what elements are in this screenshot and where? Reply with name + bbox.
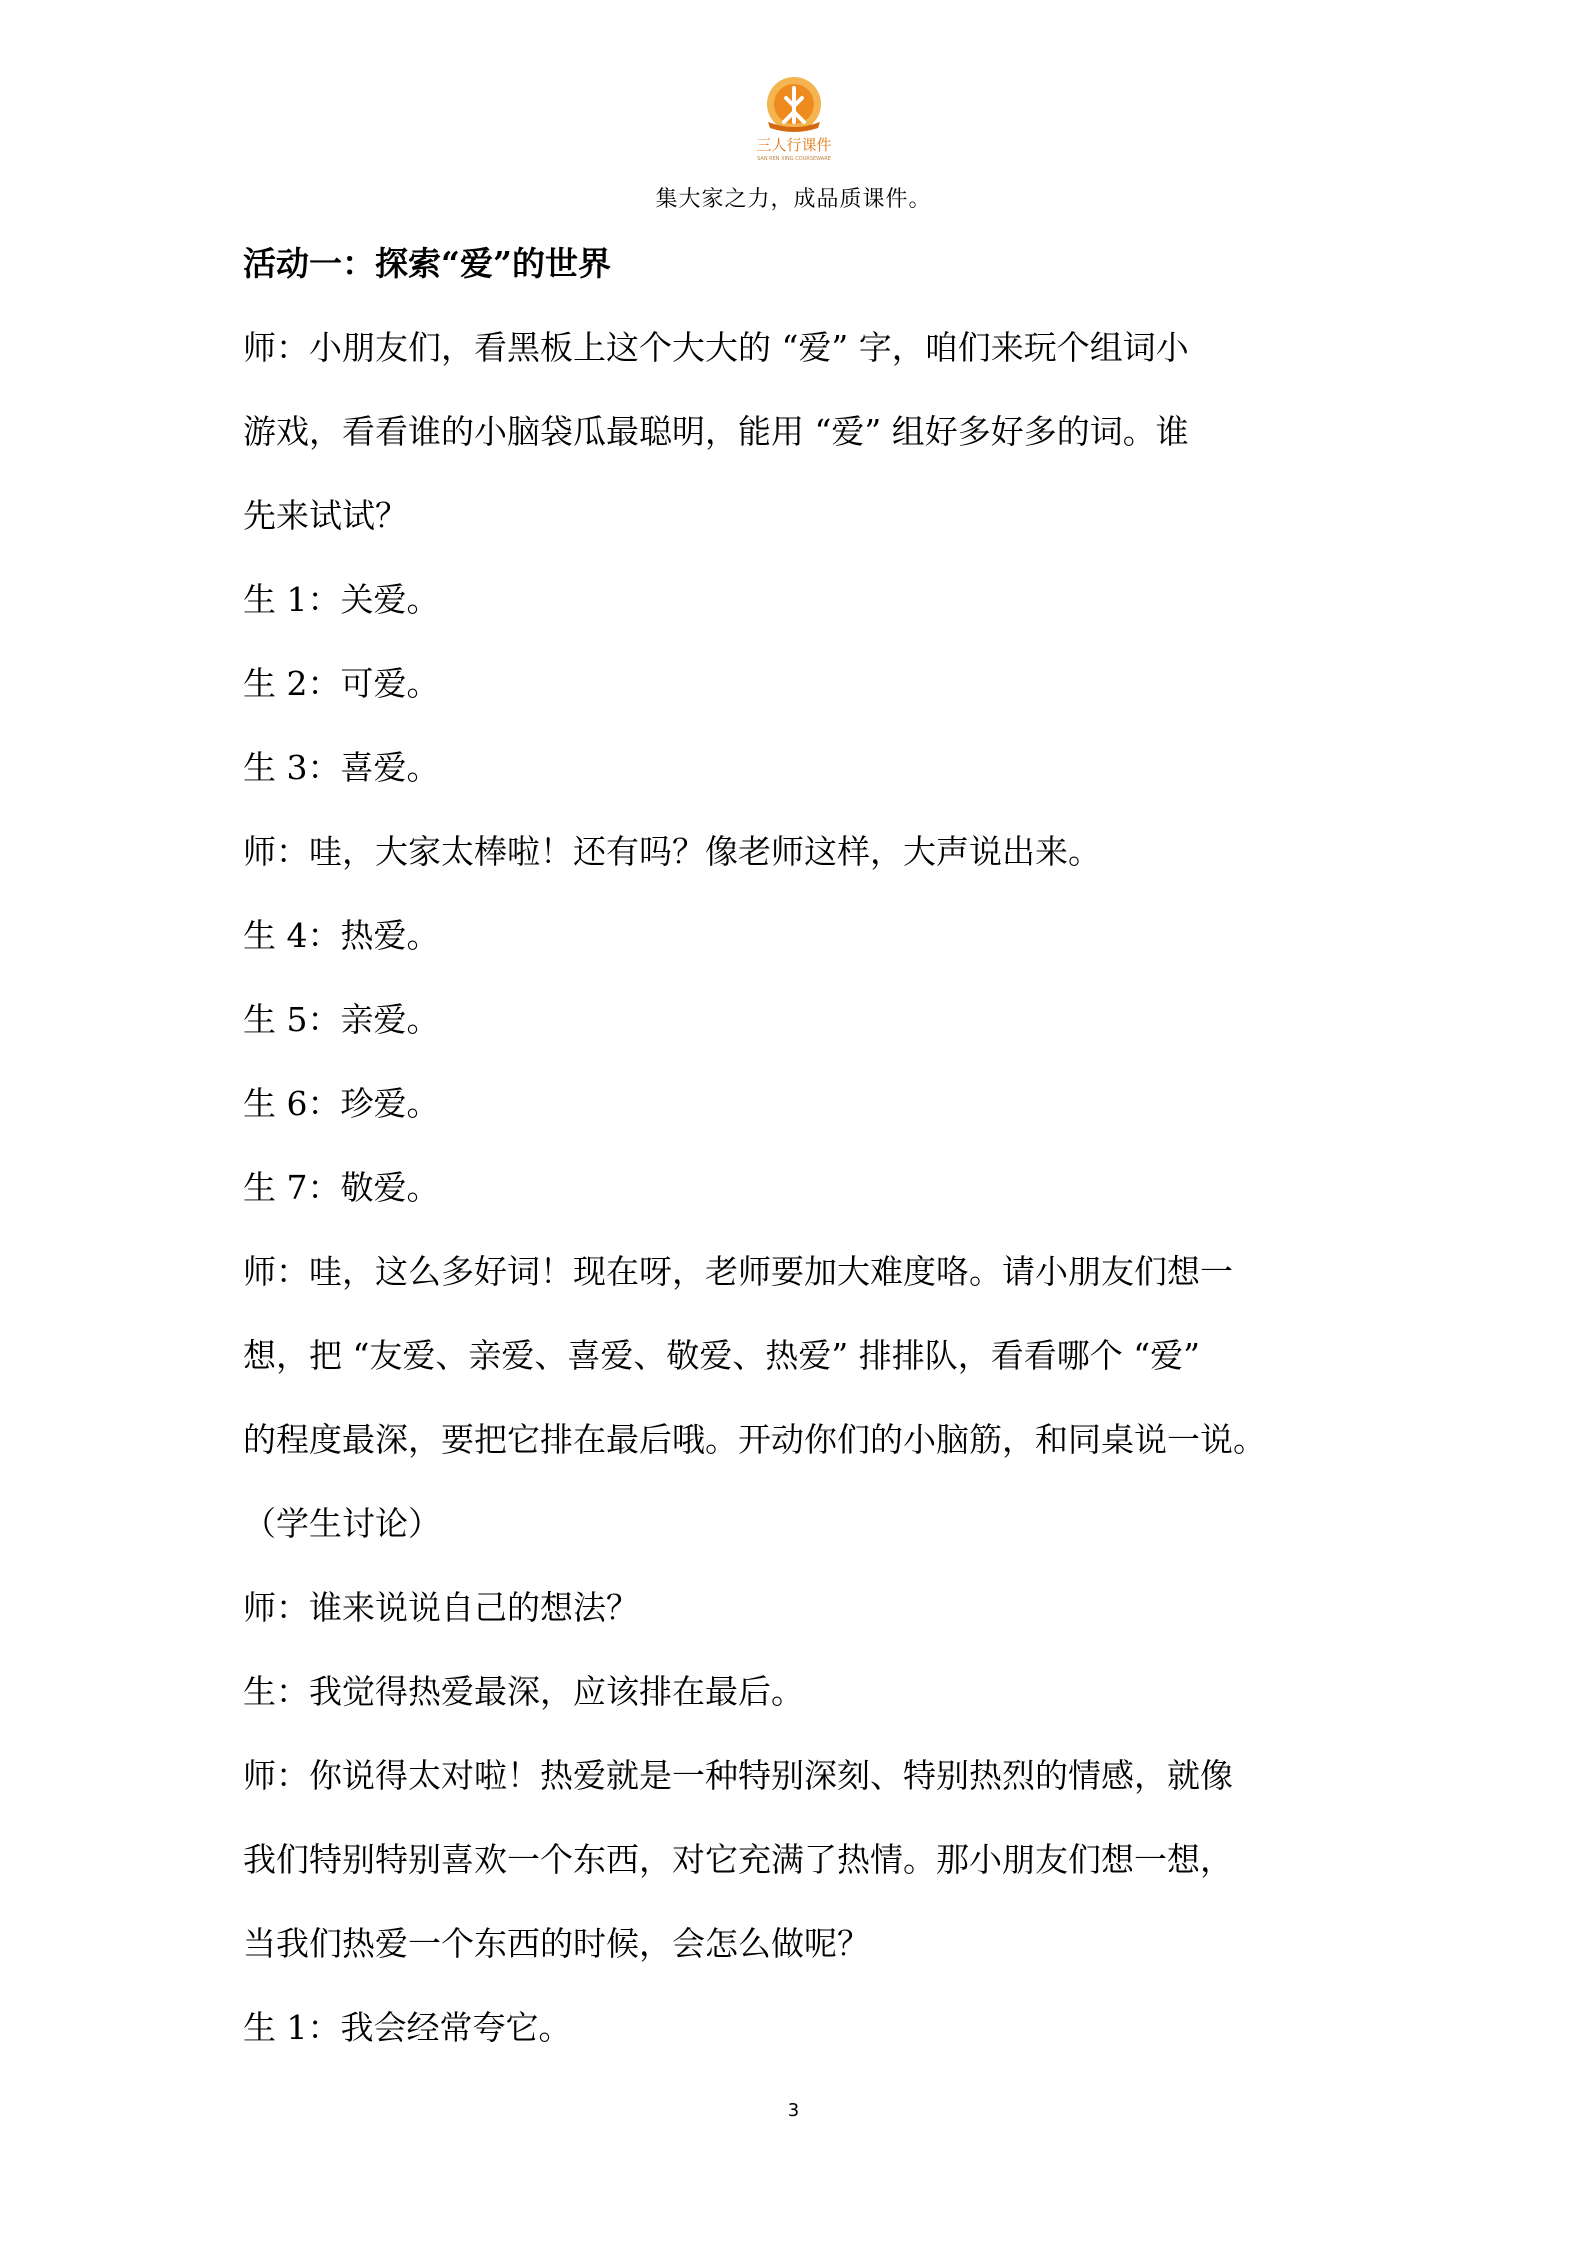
paragraph-line: 生 1：关爱。 bbox=[243, 580, 440, 619]
svg-text:SAN REN XING COURSEWARE: SAN REN XING COURSEWARE bbox=[756, 156, 831, 162]
paragraph-line: 生 2：可爱。 bbox=[243, 664, 440, 703]
paragraph-line: 师：哇，这么多好词！现在呀，老师要加大难度咯。请小朋友们想一 bbox=[243, 1252, 1233, 1291]
paragraph-line: 生 4：热爱。 bbox=[243, 916, 440, 955]
paragraph-line: 师：哇，大家太棒啦！还有吗？像老师这样，大声说出来。 bbox=[243, 832, 1101, 871]
paragraph-line: 先来试试？ bbox=[243, 496, 408, 535]
section-title: 活动一：探索“爱”的世界 bbox=[243, 244, 611, 283]
paragraph-line: 生 1：我会经常夸它。 bbox=[243, 2008, 572, 2047]
paragraph-line: 生：我觉得热爱最深，应该排在最后。 bbox=[243, 1672, 804, 1711]
paragraph-line: 生 6：珍爱。 bbox=[243, 1084, 440, 1123]
paragraph-line: 的程度最深，要把它排在最后哦。开动你们的小脑筋，和同桌说一说。 bbox=[243, 1420, 1266, 1459]
logo bbox=[734, 70, 854, 162]
paragraph-line: 师：小朋友们，看黑板上这个大大的 “爱” 字，咱们来玩个组词小 bbox=[243, 328, 1189, 367]
paragraph-line: 师：你说得太对啦！热爱就是一种特别深刻、特别热烈的情感，就像 bbox=[243, 1756, 1233, 1795]
svg-text:三人行课件: 三人行课件 bbox=[755, 136, 832, 154]
paragraph-line: 游戏，看看谁的小脑袋瓜最聪明，能用 “爱” 组好多好多的词。谁 bbox=[243, 412, 1189, 451]
paragraph-line: 生 7：敬爱。 bbox=[243, 1168, 440, 1207]
paragraph-line: 师：谁来说说自己的想法？ bbox=[243, 1588, 639, 1627]
tagline: 集大家之力，成品质课件。 bbox=[655, 187, 932, 212]
page-header bbox=[0, 70, 1587, 213]
paragraph-line: 当我们热爱一个东西的时候，会怎么做呢？ bbox=[243, 1924, 870, 1963]
document-body bbox=[243, 222, 1363, 2070]
paragraph-line: （学生讨论） bbox=[243, 1504, 441, 1543]
paragraph-line: 想，把 “友爱、亲爱、喜爱、敬爱、热爱” 排排队，看看哪个 “爱” bbox=[243, 1336, 1200, 1375]
paragraph-line: 生 5：亲爱。 bbox=[243, 1000, 440, 1039]
page-number: 3 bbox=[787, 2100, 800, 2121]
paragraph-line: 我们特别特别喜欢一个东西，对它充满了热情。那小朋友们想一想， bbox=[243, 1840, 1233, 1879]
paragraph-line: 生 3：喜爱。 bbox=[243, 748, 440, 787]
